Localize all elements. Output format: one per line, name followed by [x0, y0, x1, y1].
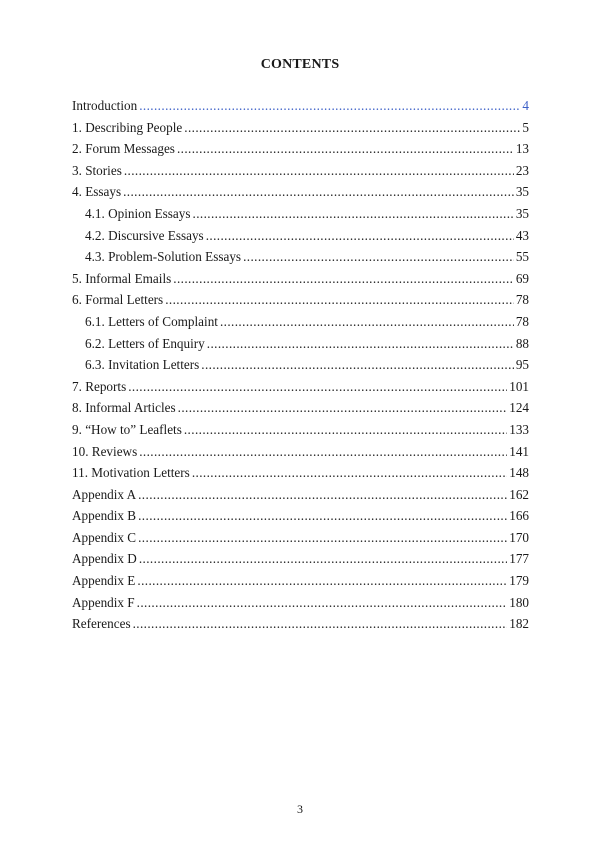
toc-entry-page: 35 — [515, 205, 529, 221]
toc-entry-how-to-leaflets[interactable] — [72, 422, 529, 444]
toc-entry-forum-messages[interactable] — [72, 141, 529, 163]
toc-entry-label: Appendix C — [72, 529, 137, 545]
dot-leader — [201, 357, 514, 373]
toc-entry-page: 177 — [509, 551, 529, 567]
toc-entry-describing-people[interactable] — [72, 120, 529, 142]
dot-leader — [123, 184, 514, 200]
toc-entry-label: 4. Essays — [72, 184, 122, 200]
dot-leader — [192, 465, 507, 481]
dot-leader — [133, 616, 508, 632]
toc-entry-page: 162 — [509, 486, 529, 502]
toc-entry-page: 43 — [515, 227, 529, 243]
page-title: CONTENTS — [260, 57, 340, 72]
toc-entry-appendix-f[interactable] — [72, 595, 529, 617]
toc-entry-label: 6.3. Invitation Letters — [85, 357, 200, 373]
toc-entry-label: Appendix E — [72, 573, 136, 589]
toc-entry-page: 148 — [509, 465, 529, 481]
toc-entry-page: 78 — [515, 313, 529, 329]
toc-entry-label: Appendix D — [72, 551, 137, 567]
toc-entry-page: 69 — [515, 270, 529, 286]
toc-entry-formal-letters[interactable] — [72, 292, 529, 314]
toc-entry-motivation-letters[interactable] — [72, 465, 529, 487]
toc-entry-label: 6. Formal Letters — [72, 292, 164, 308]
toc-entry-page: 124 — [509, 400, 529, 416]
toc-entry-page: 4 — [522, 98, 529, 113]
toc-entry-opinion-essays[interactable] — [72, 206, 529, 228]
toc-entry-page: 170 — [509, 529, 529, 545]
dot-leader — [139, 444, 507, 460]
dot-leader — [184, 120, 520, 136]
toc-entry-label: 2. Forum Messages — [72, 141, 175, 157]
toc-entry-reviews[interactable] — [72, 444, 529, 466]
toc-entry-page: 179 — [509, 573, 529, 589]
toc-entry-discursive-essays[interactable] — [72, 228, 529, 250]
toc-entry-page: 141 — [509, 443, 529, 459]
toc-entry-invitation-letters[interactable] — [72, 357, 529, 379]
dot-leader — [165, 292, 514, 308]
toc-entry-letters-of-complaint[interactable] — [72, 314, 529, 336]
toc-entry-page: 101 — [509, 378, 529, 394]
toc-entry-appendix-e[interactable] — [72, 573, 529, 595]
dot-leader — [138, 530, 507, 546]
dot-leader — [139, 551, 507, 567]
dot-leader — [124, 163, 514, 179]
toc-entry-label: References — [72, 616, 131, 632]
toc-entry-label: 9. “How to” Leaflets — [72, 421, 182, 437]
dot-leader — [173, 271, 514, 287]
toc-entry-label: Appendix B — [72, 508, 137, 524]
dot-leader — [178, 400, 508, 416]
toc-entry-problem-solution-essays[interactable] — [72, 249, 529, 271]
toc-entry-stories[interactable] — [72, 163, 529, 185]
dot-leader — [128, 379, 507, 395]
toc-entry-label: 1. Describing People — [72, 119, 183, 135]
toc-entry-page: 5 — [522, 119, 529, 135]
toc-entry-page: 180 — [509, 594, 529, 610]
toc-entry-page: 95 — [515, 357, 529, 373]
toc-entry-page: 78 — [515, 292, 529, 308]
toc-entry-appendix-c[interactable] — [72, 530, 529, 552]
toc-entry-label: 7. Reports — [72, 378, 127, 394]
toc-entry-label: 4.1. Opinion Essays — [85, 205, 191, 221]
toc-entry-label: 5. Informal Emails — [72, 270, 172, 286]
toc-entry-informal-articles[interactable] — [72, 400, 529, 422]
toc-entry-label: Introduction — [72, 98, 138, 113]
toc-entry-label: 3. Stories — [72, 162, 122, 178]
table-of-contents — [72, 98, 529, 638]
toc-entry-introduction[interactable] — [72, 98, 529, 120]
page-number: 3 — [297, 802, 303, 816]
toc-entry-page: 133 — [509, 421, 529, 437]
toc-entry-page: 23 — [515, 162, 529, 178]
toc-entry-page: 166 — [509, 508, 529, 524]
toc-entry-page: 35 — [515, 184, 529, 200]
toc-entry-references[interactable] — [72, 616, 529, 638]
toc-entry-label: Appendix A — [72, 486, 137, 502]
toc-entry-label: 4.2. Discursive Essays — [85, 227, 204, 243]
toc-entry-appendix-d[interactable] — [72, 551, 529, 573]
toc-entry-appendix-b[interactable] — [72, 508, 529, 530]
dot-leader — [206, 228, 514, 244]
dot-leader — [207, 336, 514, 352]
toc-entry-page: 182 — [509, 616, 529, 632]
toc-entry-label: 6.1. Letters of Complaint — [85, 313, 218, 329]
dot-leader — [177, 141, 514, 157]
toc-entry-page: 13 — [515, 141, 529, 157]
toc-entry-label: 10. Reviews — [72, 443, 138, 459]
toc-entry-label: 6.2. Letters of Enquiry — [85, 335, 205, 351]
toc-entry-appendix-a[interactable] — [72, 487, 529, 509]
toc-entry-page: 88 — [515, 335, 529, 351]
dot-leader — [139, 98, 520, 114]
toc-entry-label: 11. Motivation Letters — [72, 465, 190, 481]
dot-leader — [184, 422, 507, 438]
dot-leader — [138, 487, 507, 503]
dot-leader — [220, 314, 514, 330]
dot-leader — [138, 508, 507, 524]
toc-entry-essays[interactable] — [72, 184, 529, 206]
toc-entry-page: 55 — [515, 249, 529, 265]
toc-entry-label: Appendix F — [72, 594, 135, 610]
dot-leader — [193, 206, 514, 222]
toc-entry-label: 4.3. Problem-Solution Essays — [85, 249, 242, 265]
toc-entry-informal-emails[interactable] — [72, 271, 529, 293]
dot-leader — [243, 249, 514, 265]
toc-entry-reports[interactable] — [72, 379, 529, 401]
toc-entry-label: 8. Informal Articles — [72, 400, 176, 416]
toc-entry-letters-of-enquiry[interactable] — [72, 336, 529, 358]
dot-leader — [137, 573, 507, 589]
dot-leader — [137, 595, 508, 611]
